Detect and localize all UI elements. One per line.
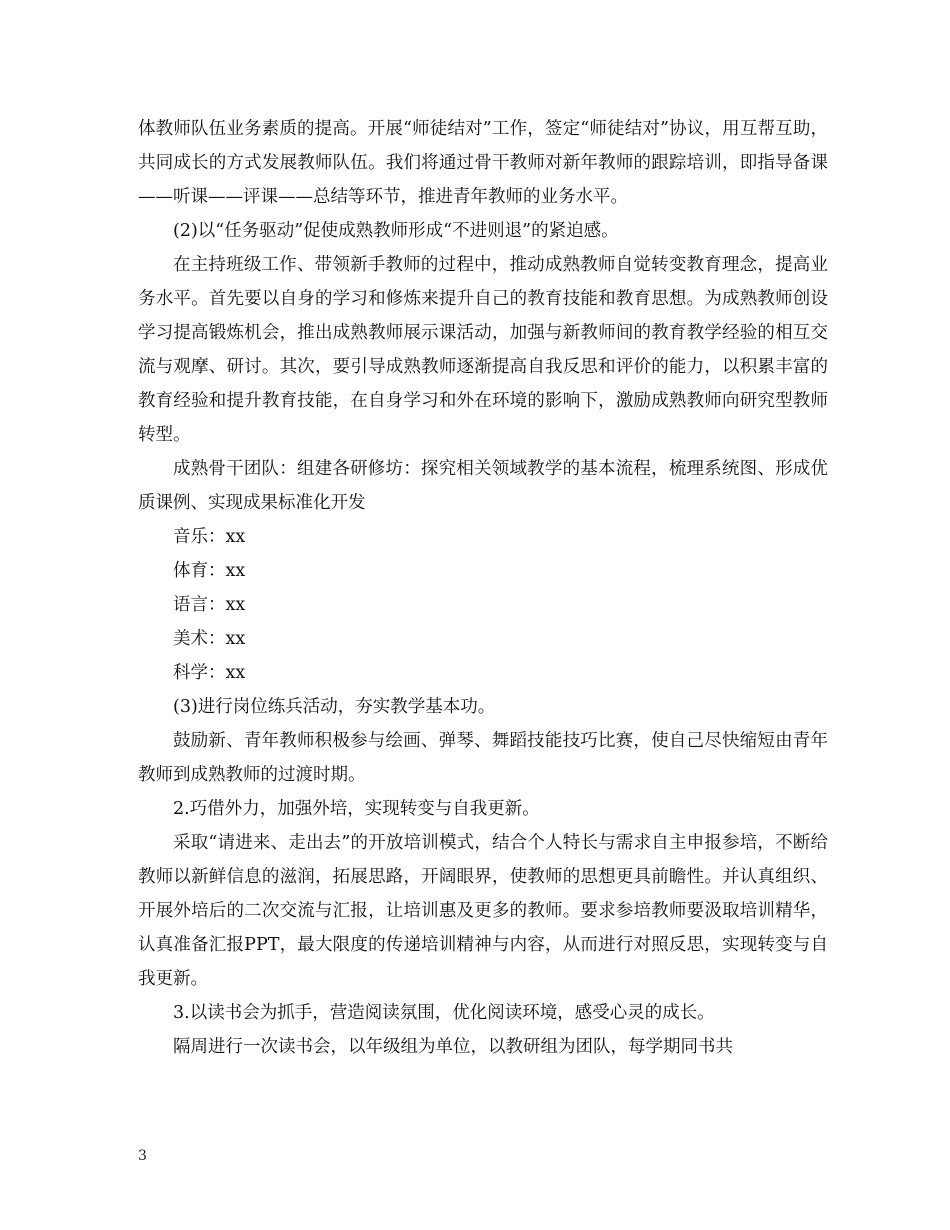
team-item-language: 语言：xx [173,595,246,615]
heading-task-driven: (2)以“任务驱动”促使成熟教师形成“不进则退”的紧迫感。 [173,221,619,241]
document-body [138,112,828,1064]
paragraph-mature-teachers: 在主持班级工作、带领新手教师的过程中，推动成熟教师自觉转变教育理念，提高业务水平。首先要以自身的学习和修炼来提升自己的教育技能和教育思想。为成熟教师创设学习提高锻炼机会，推出成熟教师展示课活动，加强与新教师间的教育教学经验的相互交流与观摩、研讨。其次，要引导成熟教师逐渐提高自我反思和评价的能力，以积累丰富的教育经验和提升教育技能，在自身学习和外在环境的影响下，激励成熟教师向研究型教师转型。 [138,255,828,445]
team-item-music: 音乐：xx [173,527,246,547]
paragraph-reading-club: 隔周进行一次读书会，以年级组为单位，以教研组为团队，每学期同书共 [173,1037,733,1057]
paragraph-open-training: 采取“请进来、走出去”的开放培训模式，结合个人特长与需求自主申报参培，不断给教师以新鲜信息的滋润，拓展思路，开阔眼界，使教师的思想更具前瞻性。并认真组织、开展外培后的二次交流与汇报，让培训惠及更多的教师。要求参培教师要汲取培训精华，认真准备汇报PPT，最大限度的传递培训精神与内容，从而进行对照反思，实现转变与自我更新。 [138,833,828,989]
paragraph-competitions: 鼓励新、青年教师积极参与绘画、弹琴、舞蹈技能技巧比赛，使自己尽快缩短由青年教师到成熟教师的过渡时期。 [138,731,828,785]
team-item-pe: 体育：xx [173,561,246,581]
paragraph-continuation: 体教师队伍业务素质的提高。开展“师徒结对”工作，签定“师徒结对”协议，用互帮互助，共同成长的方式发展教师队伍。我们将通过骨干教师对新年教师的跟踪培训，即指导备课——听课——评课——总结等环节，推进青年教师的业务水平。 [138,119,828,207]
team-item-science: 科学：xx [173,663,246,683]
paragraph-backbone-team: 成熟骨干团队：组建各研修坊：探究相关领域教学的基本流程，梳理系统图、形成优质课例、实现成果标准化开发 [138,459,828,513]
heading-post-training: (3)进行岗位练兵活动，夯实教学基本功。 [173,697,496,717]
team-item-art: 美术：xx [173,629,246,649]
heading-reading-club: 3.以读书会为抓手，营造阅读氛围，优化阅读环境，感受心灵的成长。 [173,1003,715,1023]
page-number: 3 [138,1148,147,1164]
heading-external-training: 2.巧借外力，加强外培，实现转变与自我更新。 [173,799,540,819]
